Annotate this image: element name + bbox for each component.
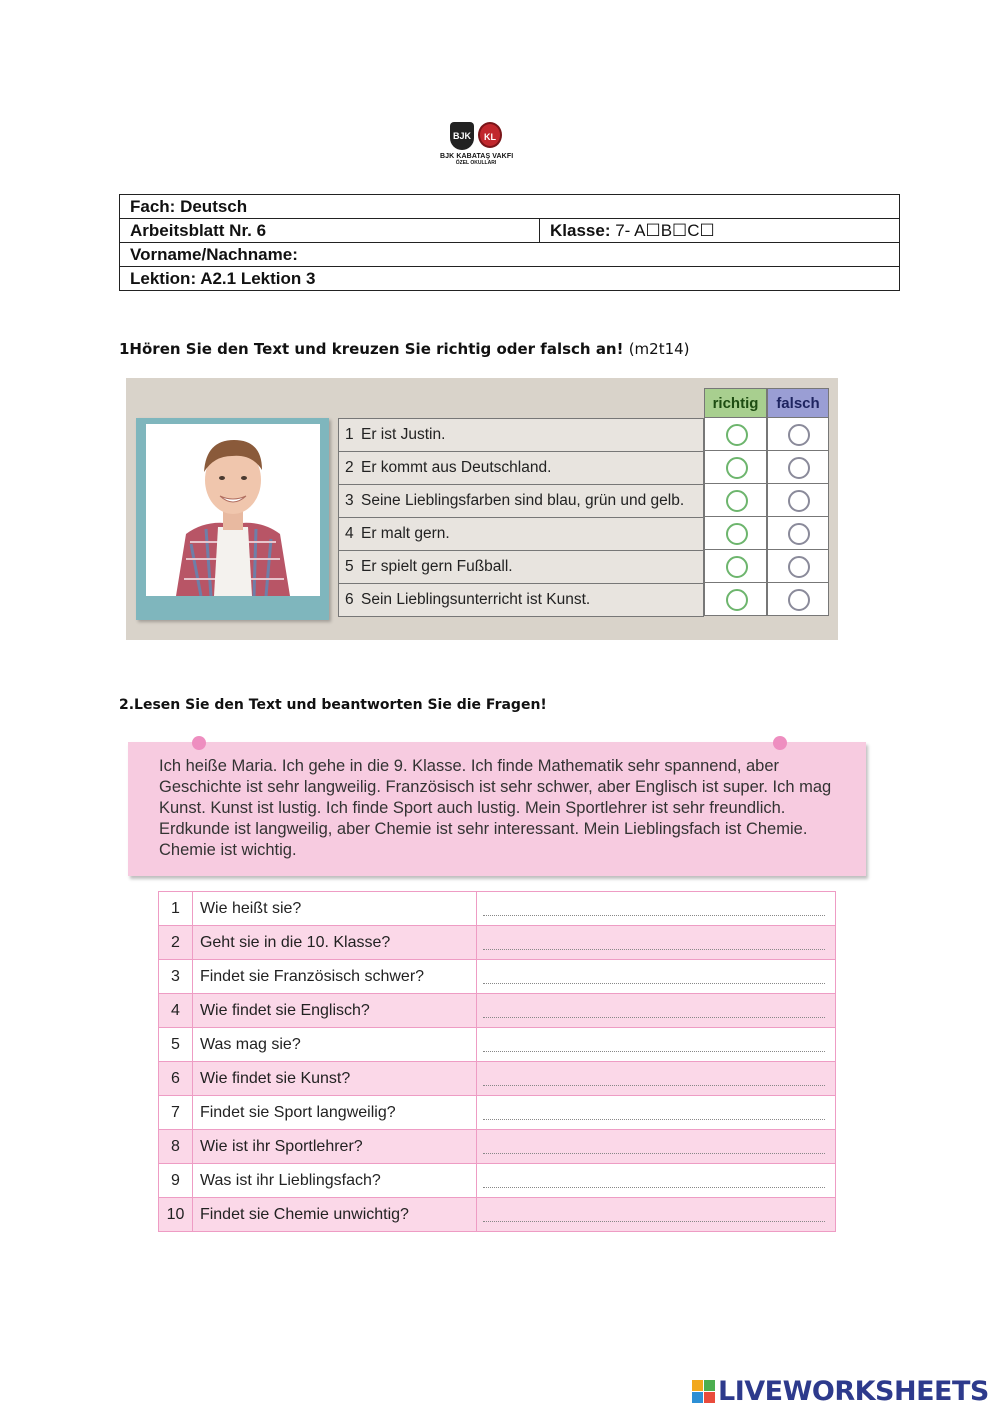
- answer-field-4[interactable]: [476, 994, 835, 1028]
- answer-field-1[interactable]: [476, 892, 835, 926]
- name-cell[interactable]: [120, 243, 900, 267]
- liveworksheets-logo-icon: [692, 1380, 715, 1403]
- statement-row: 3 Seine Lieblingsfarben sind blau, grün und gelb.: [338, 484, 704, 518]
- answer-field-3[interactable]: [476, 960, 835, 994]
- lesson-cell: [120, 267, 900, 291]
- statement-row: 4 Er malt gern.: [338, 517, 704, 551]
- question-row: 1 Wie heißt sie?: [159, 892, 836, 926]
- statement-row: 2 Er kommt aus Deutschland.: [338, 451, 704, 485]
- richtig-radio-3[interactable]: [704, 483, 767, 517]
- subject-value: Deutsch: [180, 196, 248, 216]
- worksheet-header-table: [119, 194, 900, 291]
- question-row: 7 Findet sie Sport langweilig?: [159, 1096, 836, 1130]
- question-row: 4 Wie findet sie Englisch?: [159, 994, 836, 1028]
- school-subtitle: ÖZEL OKULLARI: [455, 160, 497, 166]
- task1-audio-note: (m2t14): [628, 340, 690, 358]
- statement-row: 6 Sein Lieblingsunterricht ist Kunst.: [338, 583, 704, 617]
- richtig-column: [704, 388, 767, 616]
- question-row: 5 Was mag sie?: [159, 1028, 836, 1062]
- statement-row: 5 Er spielt gern Fußball.: [338, 550, 704, 584]
- question-row: 2 Geht sie in die 10. Klasse?: [159, 926, 836, 960]
- task1-instruction: 1Hören Sie den Text und kreuzen Sie richtig oder falsch an!: [119, 340, 624, 358]
- question-row: 10 Findet sie Chemie unwichtig?: [159, 1198, 836, 1232]
- falsch-radio-1[interactable]: [767, 417, 829, 451]
- task1-title: [119, 340, 690, 358]
- richtig-radio-1[interactable]: [704, 417, 767, 451]
- statements-list: [338, 418, 704, 616]
- class-label: Klasse:: [550, 220, 611, 240]
- subject-label: Fach:: [130, 196, 176, 216]
- richtig-header: richtig: [704, 388, 767, 418]
- name-label: Vorname/Nachname:: [130, 244, 298, 264]
- liveworksheets-brand: [692, 1376, 989, 1407]
- statement-row: 1 Er ist Justin.: [338, 418, 704, 452]
- school-name: BJK KABATAŞ VAKFI: [440, 153, 514, 160]
- photo-frame: [136, 418, 329, 620]
- question-row: 3 Findet sie Französisch schwer?: [159, 960, 836, 994]
- falsch-radio-5[interactable]: [767, 549, 829, 583]
- falsch-radio-3[interactable]: [767, 483, 829, 517]
- exercise1-panel: [126, 378, 838, 640]
- falsch-column: [767, 388, 829, 616]
- school-logo: [440, 122, 512, 178]
- falsch-header: falsch: [767, 388, 829, 418]
- boy-photo: [146, 424, 320, 596]
- question-row: 6 Wie findet sie Kunst?: [159, 1062, 836, 1096]
- falsch-radio-2[interactable]: [767, 450, 829, 484]
- school-crest-icon: KL: [478, 122, 502, 148]
- class-options[interactable]: 7- A☐B☐C☐: [615, 220, 715, 240]
- answer-field-8[interactable]: [476, 1130, 835, 1164]
- answer-field-6[interactable]: [476, 1062, 835, 1096]
- answer-field-7[interactable]: [476, 1096, 835, 1130]
- pin-icon: [773, 736, 787, 750]
- answer-field-10[interactable]: [476, 1198, 835, 1232]
- question-row: 8 Wie ist ihr Sportlehrer?: [159, 1130, 836, 1164]
- question-row: 9 Was ist ihr Lieblingsfach?: [159, 1164, 836, 1198]
- richtig-radio-2[interactable]: [704, 450, 767, 484]
- richtig-radio-4[interactable]: [704, 516, 767, 550]
- brand-text: LIVEWORKSHEETS: [718, 1376, 989, 1407]
- lesson-label: Lektion: A2.1 Lektion 3: [130, 268, 316, 288]
- task2-title: 2.Lesen Sie den Text und beantworten Sie die Fragen!: [119, 697, 547, 713]
- boy-illustration-icon: [146, 424, 320, 596]
- reading-text-note: [128, 742, 866, 876]
- pin-icon: [192, 736, 206, 750]
- falsch-radio-4[interactable]: [767, 516, 829, 550]
- richtig-radio-6[interactable]: [704, 582, 767, 616]
- answer-field-9[interactable]: [476, 1164, 835, 1198]
- worksheet-number-cell: [120, 219, 540, 243]
- bjk-crest-icon: BJK: [450, 122, 474, 150]
- reading-text: Ich heiße Maria. Ich gehe in die 9. Klasse. Ich finde Mathematik sehr spannend, aber Geschichte ist sehr langweilig. Französisch ist sehr schwer, aber Englisch ist super. Ich mag Kunst. Kunst ist lustig. Ich finde Sport auch lustig. Mein Sportlehrer ist sehr freundlich. Erdkunde ist langweilig, aber Chemie ist sehr interessant. Mein Lieblingsfach ist Chemie. Chemie ist wichtig.: [159, 757, 832, 859]
- questions-table: [158, 891, 836, 1232]
- answer-field-5[interactable]: [476, 1028, 835, 1062]
- richtig-radio-5[interactable]: [704, 549, 767, 583]
- subject-cell: [120, 195, 900, 219]
- answer-field-2[interactable]: [476, 926, 835, 960]
- class-cell: [540, 219, 900, 243]
- falsch-radio-6[interactable]: [767, 582, 829, 616]
- worksheet-number: Arbeitsblatt Nr. 6: [130, 220, 267, 240]
